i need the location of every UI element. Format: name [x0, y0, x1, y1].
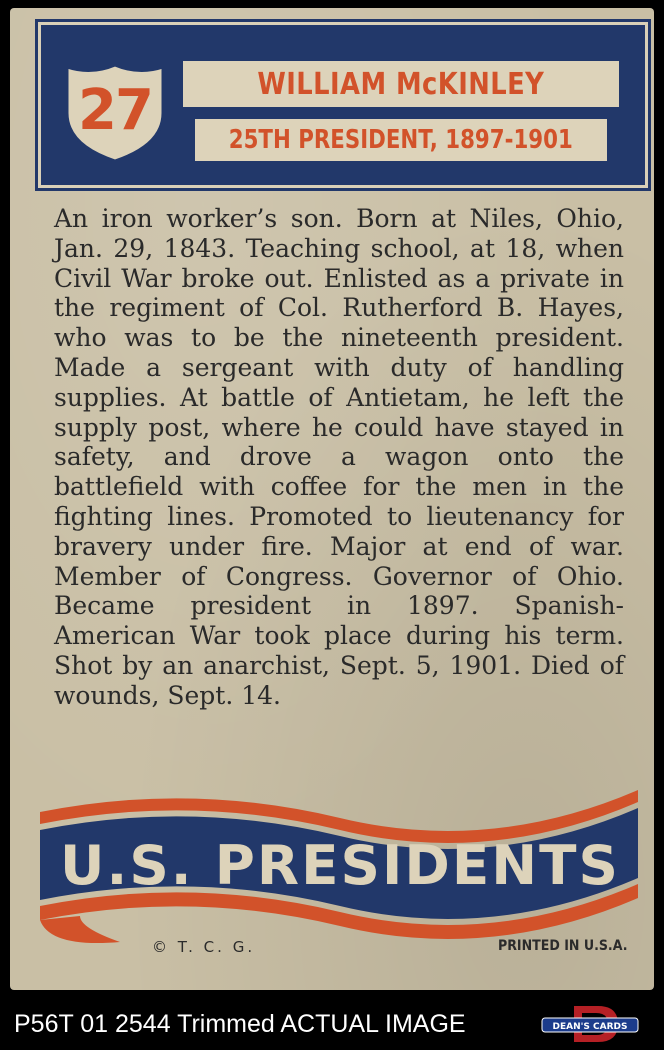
president-name: WILLIAM McKINLEY [257, 66, 545, 102]
subtitle-bar [195, 119, 607, 161]
card-header [38, 22, 648, 188]
image-caption: P56T 01 2544 Trimmed ACTUAL IMAGE [14, 1010, 466, 1038]
shield-badge [61, 61, 169, 165]
deans-cards-logo-icon [540, 1004, 640, 1044]
biography-text: An iron worker’s son. Born at Niles, Ohio, Jan. 29, 1843. Teaching school, at 18, when Civil War broke out. Enlisted as a private in the regiment of Col. Rutherford B. Hayes, who was to be the nineteenth president. Made a sergeant with duty of handling supplies. At battle of Antietam, he left the supply post, where he could have stayed in safety, and drove a wagon onto the battlefield with coffee for the men in the fighting lines. Promoted to lieutenancy for bravery under fire. Major at end of war. Member of Congress. Governor of Ohio. Became president in 1897. Spanish-American War took place during his term. Shot by an anarchist, Sept. 5, 1901. Died of wounds, Sept. 14. [54, 204, 624, 710]
us-presidents-banner [10, 778, 654, 948]
printed-in-text: PRINTED IN U.S.A. [498, 938, 628, 954]
banner-text: U.S. PRESIDENTS [60, 834, 620, 897]
card-number: 27 [78, 78, 152, 143]
logo-text: DEAN'S CARDS [552, 1022, 628, 1032]
copyright-text: © T. C. G. [152, 938, 256, 956]
card-back [10, 8, 654, 990]
president-term: 25TH PRESIDENT, 1897-1901 [228, 125, 574, 155]
flag-banner-icon [10, 778, 654, 948]
name-bar [183, 61, 619, 107]
deans-cards-logo [540, 1004, 640, 1044]
